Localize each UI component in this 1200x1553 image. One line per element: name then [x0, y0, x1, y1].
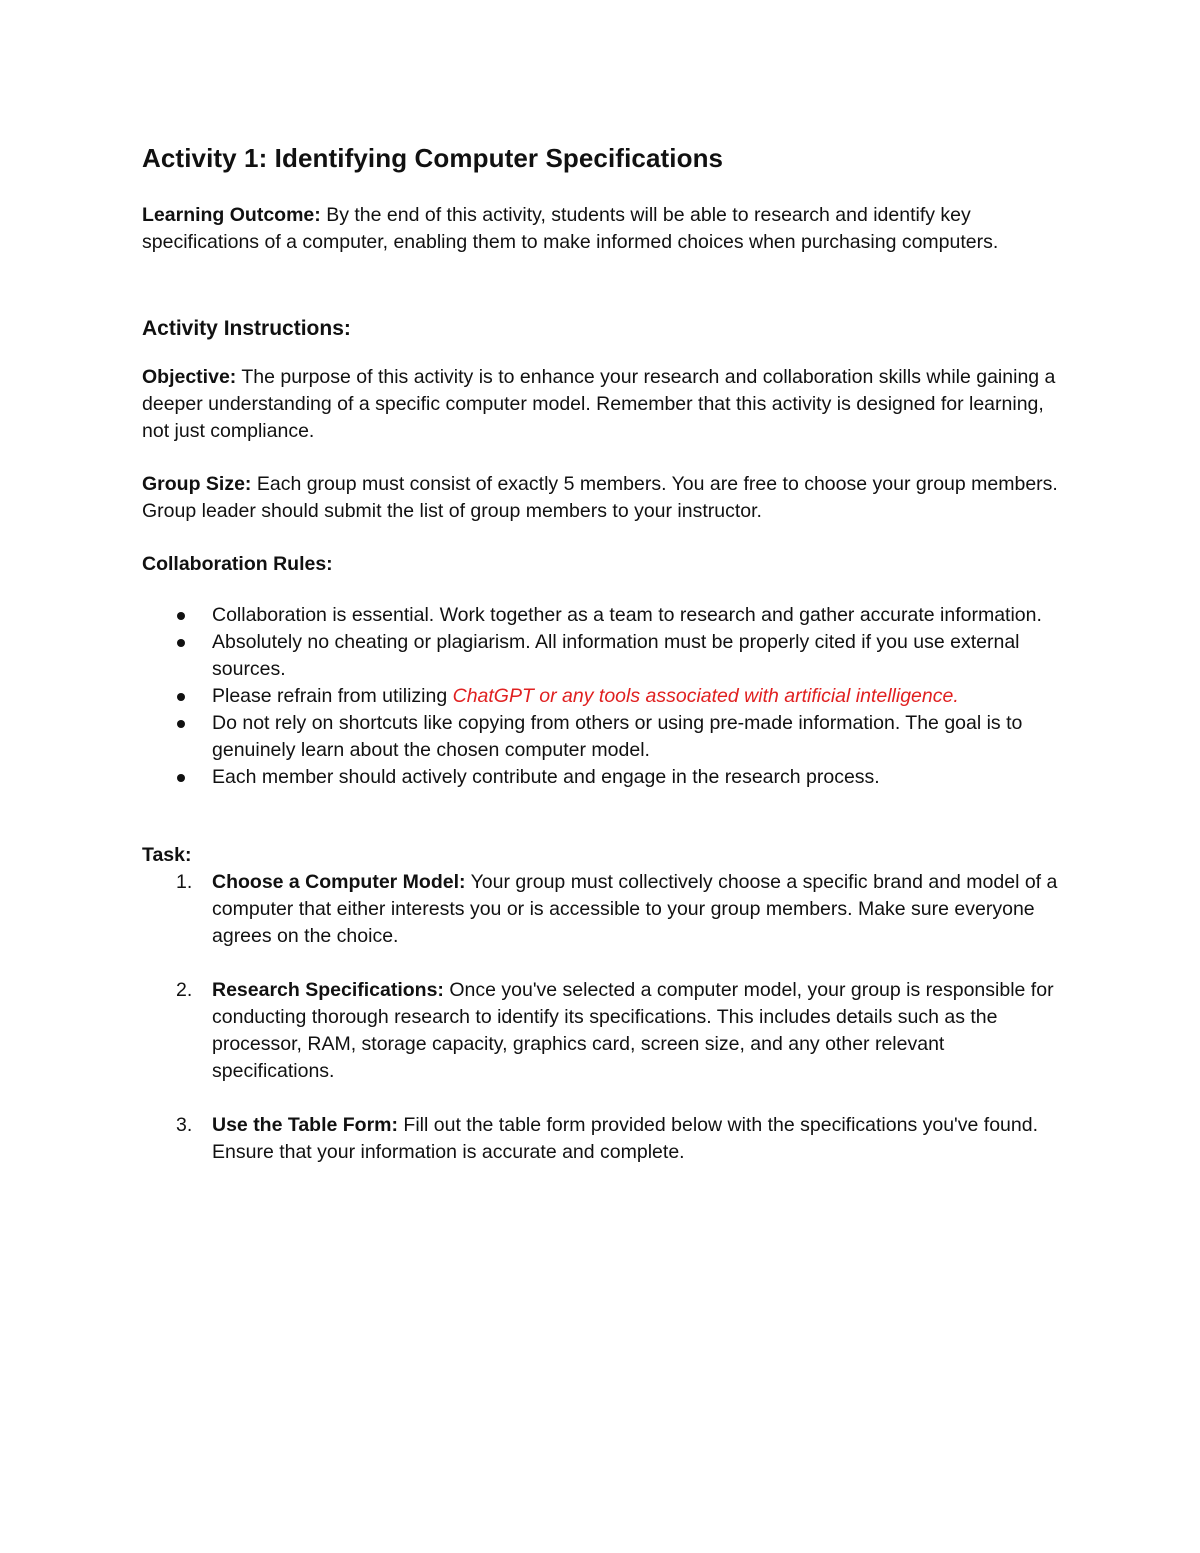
ai-warning-text: ChatGPT or any tools associated with artificial intelligence. — [452, 685, 959, 707]
task-item — [142, 869, 1072, 950]
task-list — [142, 869, 1072, 1166]
collaboration-rules-heading: Collaboration Rules: — [142, 553, 333, 575]
task-number: 1. — [176, 871, 193, 893]
list-item: Please refrain from utilizing ChatGPT or any tools associated with artificial intelligence. — [142, 683, 1072, 710]
group-size-paragraph — [142, 471, 1072, 525]
bullet-icon — [177, 612, 185, 620]
task-item-text: Once you've selected a computer model, your group is responsible for conducting thorough research to identify its specifications. This includes details such as the processor, RAM, storage capacity, graphics card, screen size, and any other relevant specifications. — [212, 979, 1054, 1082]
list-item: Do not rely on shortcuts like copying from others or using pre-made information. The goal is to genuinely learn about the chosen computer model. — [142, 710, 1072, 764]
bullet-icon — [177, 774, 185, 782]
objective-label: Objective: — [142, 366, 237, 388]
task-item — [142, 1112, 1072, 1166]
bullet-icon — [177, 693, 185, 701]
objective-paragraph — [142, 364, 1072, 445]
instructions-heading: Activity Instructions: — [142, 317, 351, 340]
task-item-label: Research Specifications: — [212, 979, 444, 1001]
list-item: Absolutely no cheating or plagiarism. All information must be properly cited if you use external sources. — [142, 629, 1072, 683]
bullet-icon — [177, 720, 185, 728]
page-title: Activity 1: Identifying Computer Specifications — [142, 143, 724, 173]
task-item-label: Choose a Computer Model: — [212, 871, 466, 893]
learning-outcome-text: By the end of this activity, students will be able to research and identify key specifications of a computer, enabling them to make informed choices when purchasing computers. — [142, 204, 999, 253]
collaboration-rules-list — [142, 602, 1072, 791]
task-item-text: Your group must collectively choose a specific brand and model of a computer that either interests you or is accessible to your group members. Make sure everyone agrees on the choice. — [212, 871, 1058, 947]
task-item — [142, 977, 1072, 1085]
list-item: Collaboration is essential. Work together as a team to research and gather accurate information. — [142, 602, 1072, 629]
document-page — [142, 138, 1072, 1193]
task-number: 2. — [176, 979, 193, 1001]
list-item: Each member should actively contribute and engage in the research process. — [142, 764, 1072, 791]
learning-outcome-label: Learning Outcome: — [142, 204, 321, 226]
task-item-text: Fill out the table form provided below with the specifications you've found. Ensure that your information is accurate and complete. — [212, 1114, 1039, 1163]
group-size-text: Each group must consist of exactly 5 members. You are free to choose your group members. Group leader should submit the list of group members to your instructor. — [142, 473, 1058, 522]
objective-text: The purpose of this activity is to enhance your research and collaboration skills while gaining a deeper understanding of a specific computer model. Remember that this activity is designed for learning, not just compliance. — [142, 366, 1056, 442]
task-heading: Task: — [142, 844, 192, 866]
group-size-label: Group Size: — [142, 473, 252, 495]
learning-outcome-paragraph — [142, 202, 1072, 256]
task-number: 3. — [176, 1114, 193, 1136]
bullet-icon — [177, 639, 185, 647]
task-item-label: Use the Table Form: — [212, 1114, 399, 1136]
